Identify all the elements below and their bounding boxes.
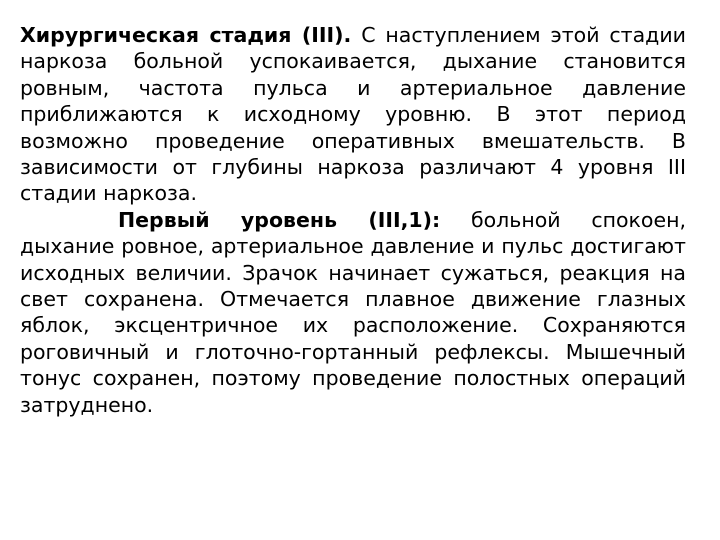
surgical-stage-heading: Хирургическая стадия (III).: [20, 23, 352, 47]
paragraph-surgical-stage: [20, 22, 686, 207]
paragraph-first-level: [20, 207, 686, 418]
text-body: [20, 22, 686, 418]
surgical-stage-text: С наступлением этой стадии наркоза больной успокаивается, дыхание становится ровным, частота пульса и артериальное давление приближаются к исходному уровню. В этот период возможно проведение оперативных вмешательств. В зависимости от глубины наркоза различают 4 уровня III стадии наркоза.: [20, 23, 686, 206]
first-level-text: больной спокоен, дыхание ровное, артериальное давление и пульс достигают исходных величии. Зрачок начинает сужаться, реакция на свет сохранена. Отмечается плавное движение глазных яблок, эксцентричное их расположение. Сохраняются роговичный и глоточно-гортанный рефлексы. Мышечный тонус сохранен, поэтому проведение полостных операций затруднено.: [20, 207, 686, 417]
first-level-heading: Первый уровень (III,1):: [118, 207, 441, 232]
